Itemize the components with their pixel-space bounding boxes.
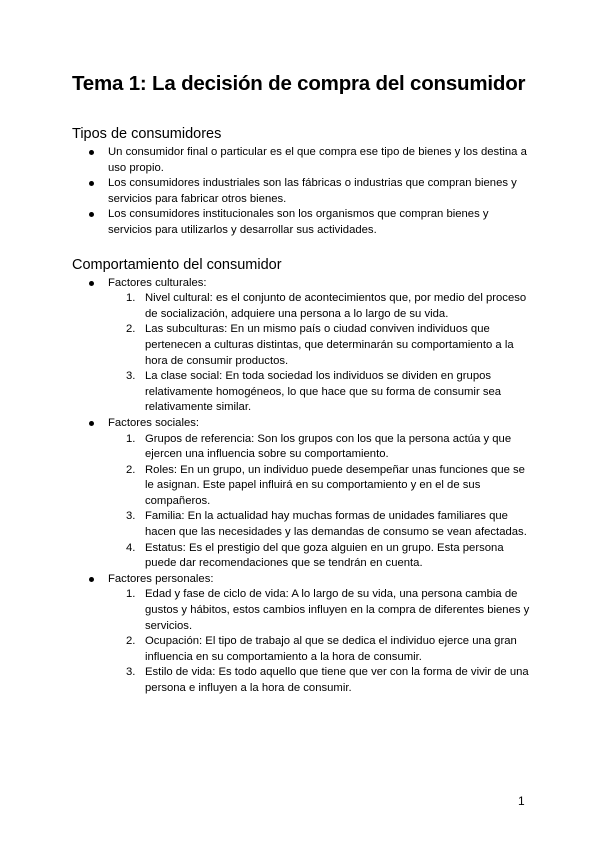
section-heading-comportamiento: Comportamiento del consumidor bbox=[72, 256, 282, 273]
item-text: Grupos de referencia: Son los grupos con los que la persona actúa y que ejercen una influencia sobre su comportamiento. bbox=[145, 432, 512, 461]
bullet-icon bbox=[89, 281, 94, 286]
bullet-icon bbox=[89, 577, 94, 582]
bullet-list-tipos bbox=[72, 145, 532, 239]
item-number: 2. bbox=[126, 635, 136, 648]
list-item-text: Los consumidores institucionales son los organismos que compran bienes y servicios para utilizarlos y desarrollar sus actividades. bbox=[108, 208, 489, 236]
item-number: 1. bbox=[126, 588, 136, 601]
list-item-text: Los consumidores industriales son las fábricas o industrias que compran bienes y servicios para fabricar otros bienes. bbox=[108, 177, 517, 205]
page-title: Tema 1: La decisión de compra del consumidor bbox=[72, 72, 526, 95]
numbered-list bbox=[108, 432, 532, 572]
numbered-item bbox=[72, 634, 532, 665]
group-label: Factores personales: bbox=[108, 572, 214, 585]
numbered-list bbox=[108, 291, 532, 416]
bullet-icon bbox=[89, 421, 94, 426]
section-heading-tipos: Tipos de consumidores bbox=[72, 126, 222, 142]
bullet-icon bbox=[89, 181, 94, 186]
list-item-factores-personales bbox=[72, 572, 532, 697]
bullet-icon bbox=[89, 150, 94, 155]
item-text: Nivel cultural: es el conjunto de acontecimientos que, por medio del proceso de socialización, adquiere una persona a lo largo de su vida. bbox=[145, 292, 527, 320]
group-label: Factores sociales: bbox=[108, 416, 200, 429]
group-label: Factores culturales: bbox=[108, 276, 207, 289]
numbered-item bbox=[72, 291, 532, 322]
numbered-item bbox=[72, 463, 532, 510]
numbered-list bbox=[108, 587, 532, 696]
item-text: Estatus: Es el prestigio del que goza alguien en un grupo. Esta persona puede dar recomendaciones que se tendrán en cuenta. bbox=[145, 541, 504, 570]
numbered-item bbox=[72, 322, 532, 369]
item-number: 3. bbox=[126, 666, 136, 679]
item-number: 2. bbox=[126, 463, 136, 476]
numbered-item bbox=[72, 369, 532, 416]
item-number: 2. bbox=[126, 323, 136, 336]
page-number: 1 bbox=[518, 794, 525, 808]
item-number: 1. bbox=[126, 432, 136, 445]
list-item-factores-culturales bbox=[72, 276, 532, 416]
item-text: Ocupación: El tipo de trabajo al que se dedica el individuo ejerce una gran influencia en su comportamiento a la hora de consumir. bbox=[145, 635, 517, 663]
item-text: Edad y fase de ciclo de vida: A lo largo de su vida, una persona cambia de gustos y hábitos, estos cambios influyen en la compra de diferentes bienes y servicios. bbox=[145, 588, 530, 632]
numbered-item bbox=[72, 665, 532, 696]
item-text: Las subculturas: En un mismo país o ciudad conviven individuos que pertenecen a culturas distintas, que determinarán su comportamiento a la hora de consumir productos. bbox=[145, 323, 514, 367]
item-number: 3. bbox=[126, 510, 136, 523]
item-text: Roles: En un grupo, un individuo puede desempeñar unas funciones que se le asignan. Este papel influirá en su comportamiento y en el de sus compañeros. bbox=[145, 463, 525, 507]
bullet-list-comportamiento bbox=[72, 276, 532, 697]
item-text: La clase social: En toda sociedad los individuos se dividen en grupos relativamente homogéneos, lo que hace que su forma de consumir sea relativamente similar. bbox=[145, 370, 502, 414]
item-number: 4. bbox=[126, 541, 136, 554]
item-text: Estilo de vida: Es todo aquello que tiene que ver con la forma de vivir de una persona e influyen a la hora de consumir. bbox=[145, 666, 529, 694]
numbered-item bbox=[72, 509, 532, 540]
item-number: 3. bbox=[126, 370, 136, 383]
list-item bbox=[72, 176, 532, 207]
numbered-item bbox=[72, 587, 532, 634]
item-number: 1. bbox=[126, 292, 136, 305]
document-page bbox=[72, 70, 532, 697]
item-text: Familia: En la actualidad hay muchas formas de unidades familiares que hacen que las necesidades y las demandas de consumo se vean afectadas. bbox=[145, 510, 527, 539]
numbered-item bbox=[72, 432, 532, 463]
list-item-text: Un consumidor final o particular es el que compra ese tipo de bienes y los destina a uso propio. bbox=[108, 146, 527, 174]
list-item bbox=[72, 207, 532, 238]
numbered-item bbox=[72, 541, 532, 572]
list-item bbox=[72, 145, 532, 176]
bullet-icon bbox=[89, 212, 94, 217]
list-item-factores-sociales bbox=[72, 416, 532, 572]
